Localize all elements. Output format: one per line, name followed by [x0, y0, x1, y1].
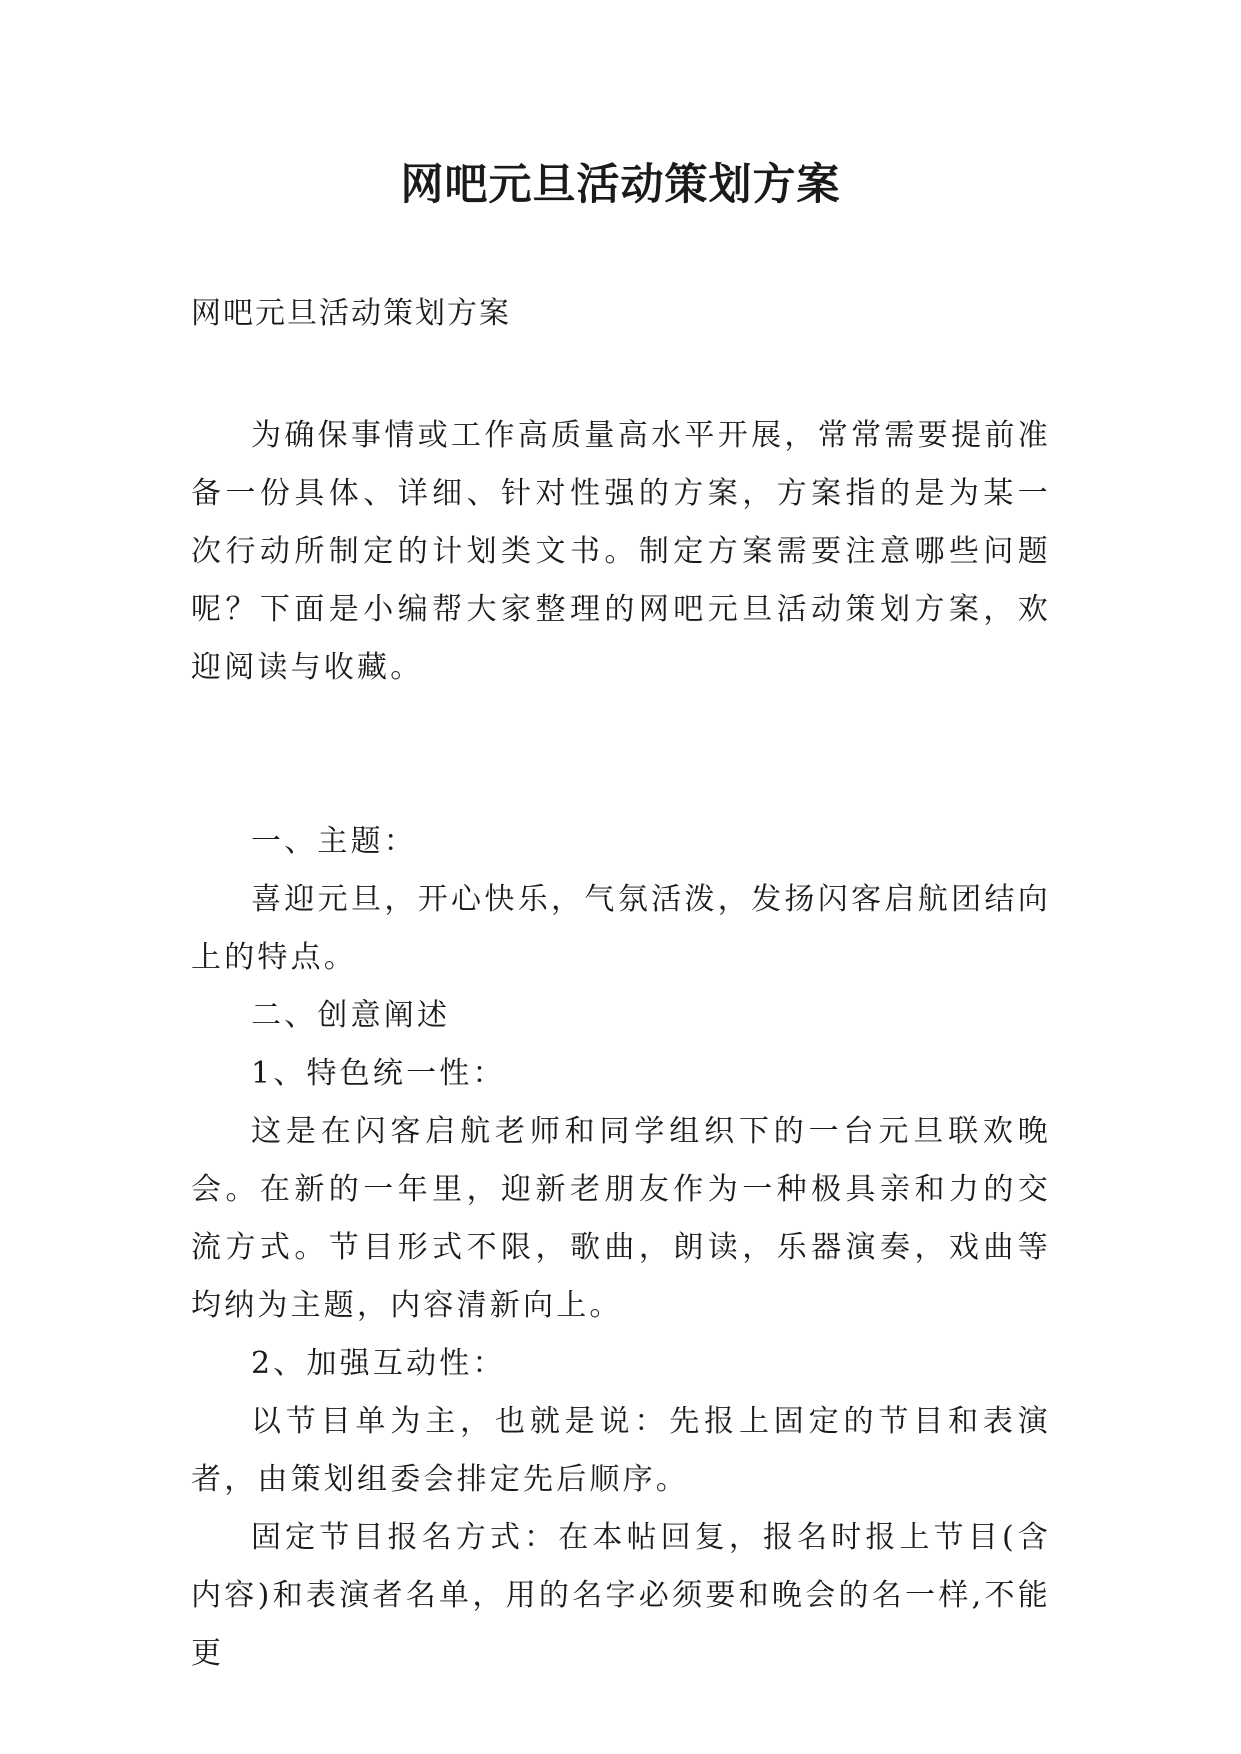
document-body: [191, 407, 1051, 1683]
section-heading-theme: 一、主题：: [251, 824, 417, 859]
subheading-unity: 1、特色统一性：: [251, 1056, 506, 1091]
unity-paragraph: 这是在闪客启航老师和同学组织下的一台元旦联欢晚会。在新的一年里，迎新老朋友作为一种极具亲和力的交流方式。节目形式不限，歌曲，朗读，乐器演奏，戏曲等均纳为主题，内容清新向上。: [191, 1114, 1051, 1323]
document-title: 网吧元旦活动策划方案: [400, 160, 841, 210]
subheading-interaction: 2、加强互动性：: [251, 1346, 506, 1381]
interaction-paragraph: 以节目单为主，也就是说：先报上固定的节目和表演者，由策划组委会排定先后顺序。: [191, 1404, 1051, 1497]
theme-paragraph: 喜迎元旦，开心快乐，气氛活泼，发扬闪客启航团结向上的特点。: [191, 882, 1051, 975]
intro-paragraph: 为确保事情或工作高质量高水平开展，常常需要提前准备一份具体、详细、针对性强的方案，方案指的是为某一次行动所制定的计划类文书。制定方案需要注意哪些问题呢？下面是小编帮大家整理的网吧元旦活动策划方案，欢迎阅读与收藏。: [191, 418, 1051, 685]
document-subtitle: 网吧元旦活动策划方案: [191, 296, 511, 331]
signup-paragraph: 固定节目报名方式：在本帖回复，报名时报上节目(含内容)和表演者名单，用的名字必须要和晚会的名一样,不能更: [191, 1520, 1051, 1671]
section-heading-creative: 二、创意阐述: [251, 998, 451, 1033]
